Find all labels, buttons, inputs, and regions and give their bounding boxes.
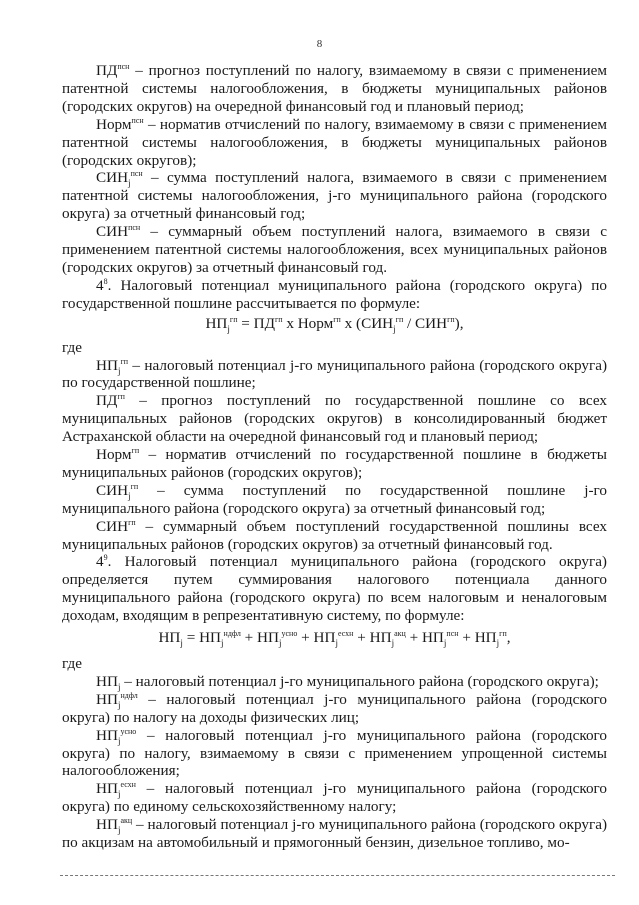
- definition-text: – налоговый потенциал j-го муниципального района (городского округа) по единому сельскохозяйственному налогу;: [62, 780, 607, 816]
- term: НП: [96, 690, 118, 708]
- section-paragraph: [62, 277, 607, 313]
- definition-text: – суммарный объем поступлений государственной пошлины всех муниципальных районов (городских округов) за отчетный финансовый год.: [62, 517, 607, 553]
- definition-text: – налоговый потенциал j-го муниципального района (городского округа) по акцизам на автомобильный и прямогонный бензин, дизельное топливо, мо-: [62, 816, 607, 852]
- term: СИН: [96, 223, 129, 241]
- term-sup: псн: [117, 61, 130, 71]
- page-bottom-rule: [60, 875, 615, 876]
- paragraph: [62, 62, 607, 116]
- term: НП: [96, 356, 118, 374]
- paragraph: $НП_j^{гп}$ – налоговый потенциал j-го муниципального района (городского округа) по государственной пошлине;: [62, 356, 607, 392]
- section-sup: 8: [103, 276, 108, 286]
- definition-text: – сумма поступлений налога, взимаемого в связи с применением патентной системы налогообложения, j-го муниципального района (городского округа) за отчетный финансовый год;: [62, 169, 607, 223]
- definition-text: – налоговый потенциал j-го муниципального района (городского округа) по налогу, взимаемому в связи с применением упрощенной системы налогообложения;: [62, 726, 607, 780]
- paragraph: $НП_j^{акц}$ – налоговый потенциал j-го муниципального района (городского округа) по акцизам на автомобильный и прямогонный бензин, дизельное топливо, мо-: [62, 816, 607, 852]
- term: ПД: [96, 392, 118, 410]
- paragraph: [62, 169, 607, 223]
- definition-text: – сумма поступлений по государственной пошлине j-го муниципального района (городского округа) за отчетный финансовый год;: [62, 481, 607, 517]
- term: НП: [96, 726, 118, 744]
- formula-total-potential: $НП_j = НП_j^{ндфл} + НП_j^{усно} + НП_j^{есхн} + НП_j^{акц} + НП_j^{псн} + НП_j^{гп}$,: [158, 629, 511, 649]
- term: СИН: [96, 517, 129, 535]
- section-paragraph: $4^9$. Налоговый потенциал муниципального района (городского округа) определяется путем суммирования налогового потенциала данного муниципального района (городского округа) по всем налоговым и неналоговым доходам, входящим в репрезентативную систему, по формуле:: [62, 553, 607, 625]
- paragraph: Норм$^{гп}$ – норматив отчислений по государственной пошлине в бюджеты муниципальных районов (городских округов);: [62, 445, 607, 481]
- paragraph: $НП_j^{есхн}$ – налоговый потенциал j-го муниципального района (городского округа) по единому сельскохозяйственному налогу;: [62, 780, 607, 816]
- paragraph: [62, 223, 607, 277]
- paragraph: $НП_j$ – налоговый потенциал j-го муниципального района (городского округа);: [96, 672, 599, 692]
- formula-state-duty: $НП_j^{гп} = ПД^{гп}$ х Норм$^{гп}$ х $(СИН_j^{гп} / СИН^{гп})$,: [205, 314, 464, 334]
- definition-text: – налоговый потенциал j-го муниципального района (городского округа) по государственной пошлине;: [62, 356, 607, 392]
- definition-text: – прогноз поступлений по государственной пошлине со всех муниципальных районов (городских округов) в консолидированный бюджет Астраханской области на очередной финансовый год и плановый период;: [62, 392, 607, 446]
- definition-text: – налоговый потенциал j-го муниципального района (городского округа);: [120, 672, 599, 690]
- term-sup: псн: [131, 115, 144, 125]
- term-sup: псн: [130, 169, 143, 179]
- section-number: 4: [96, 553, 104, 571]
- where-label: где: [62, 655, 82, 672]
- section-number: 4: [96, 276, 104, 294]
- paragraph: $НП_j^{ндфл}$ – налоговый потенциал j-го муниципального района (городского округа) по налогу на доходы физических лиц;: [62, 690, 607, 726]
- paragraph: $НП_j^{усно}$ – налоговый потенциал j-го муниципального района (городского округа) по налогу, взимаемому в связи с применением упрощенной системы налогообложения;: [62, 726, 607, 780]
- term: Норм: [96, 115, 132, 133]
- term: НП: [96, 816, 118, 834]
- definition-text: – норматив отчислений по налогу, взимаемому в связи с применением патентной системы налогообложения, в бюджеты муниципальных районов (городских округов);: [62, 115, 607, 169]
- term: СИН: [96, 481, 129, 499]
- paragraph: $ПД^{гп}$ – прогноз поступлений по государственной пошлине со всех муниципальных районов (городских округов) в консолидированный бюджет Астраханской области на очередной финансовый год и плановый период;: [62, 392, 607, 446]
- term: ПД: [96, 62, 118, 79]
- where-label: где: [62, 338, 82, 356]
- definition-text: – норматив отчислений по государственной пошлине в бюджеты муниципальных районов (городских округов);: [62, 446, 607, 481]
- section-text: . Налоговый потенциал муниципального района (городского округа) определяется путем суммирования налогового потенциала данного муниципального района (городского округа) по всем налоговым и неналоговым доходам, входящим в репрезентативную систему, по формуле:: [62, 553, 607, 625]
- term: Норм: [96, 446, 132, 464]
- paragraph: [62, 116, 607, 170]
- section-text: . Налоговый потенциал муниципального района (городского округа) по государственной пошлине рассчитывается по формуле:: [62, 276, 607, 312]
- term-sup: псн: [128, 223, 141, 233]
- document-body: [62, 62, 607, 852]
- term: НП: [96, 780, 118, 798]
- term: НП: [96, 672, 118, 690]
- term: СИН: [96, 169, 129, 187]
- paragraph: $СИН_j^{гп}$ – сумма поступлений по государственной пошлине j-го муниципального района (городского округа) за отчетный финансовый год;: [62, 481, 607, 517]
- definition-text: – налоговый потенциал j-го муниципального района (городского округа) по налогу на доходы физических лиц;: [62, 690, 607, 726]
- paragraph: $СИН^{гп}$ – суммарный объем поступлений государственной пошлины всех муниципальных районов (городских округов) за отчетный финансовый год.: [62, 517, 607, 553]
- definition-text: – прогноз поступлений по налогу, взимаемому в связи с применением патентной системы налогообложения, в бюджеты муниципальных районов (городских округов) на очередной финансовый год и плановый период;: [62, 62, 607, 115]
- definition-text: – суммарный объем поступлений налога, взимаемого в связи с применением патентной системы налогообложения, всех муниципальных районов (городских округов) за отчетный финансовый год.: [62, 223, 607, 276]
- term-sub: j: [128, 178, 131, 189]
- page-number: 8: [316, 38, 323, 50]
